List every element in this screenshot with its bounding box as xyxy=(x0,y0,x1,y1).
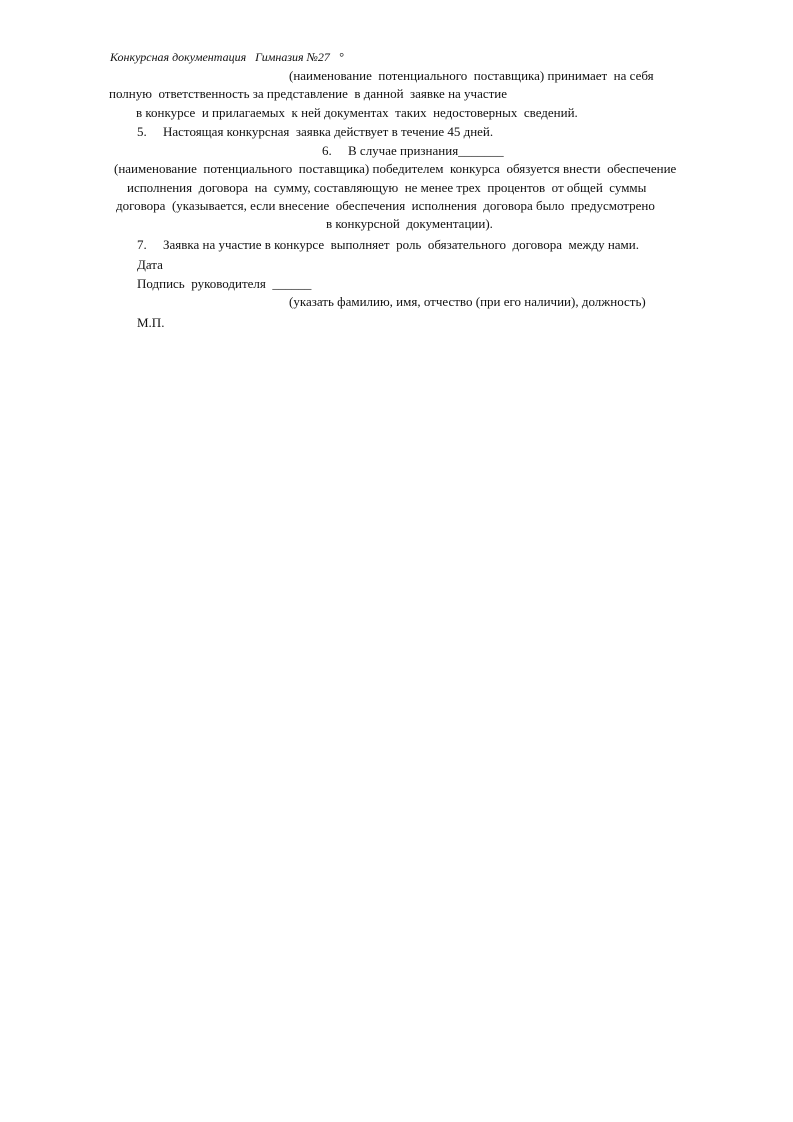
clause-7-number: 7. xyxy=(137,237,147,252)
clause-7 xyxy=(137,237,639,253)
clause-5 xyxy=(137,124,493,140)
document-header: Конкурсная документация Гимназия №27 ° xyxy=(110,50,344,64)
signature-label: Подпись руководителя ______ xyxy=(137,276,312,291)
execution-line: исполнения договора на сумму, составляющую не менее трех процентов от общей суммы xyxy=(127,180,647,195)
docs-line: в конкурсной документации). xyxy=(326,216,493,231)
clause-6 xyxy=(322,143,504,159)
responsibility-line: полную ответственность за представление в данной заявке на участие xyxy=(109,86,508,101)
contract-line: договора (указывается, если внесение обеспечения исполнения договора было предусмотрено xyxy=(116,198,655,213)
clause-6-number: 6. xyxy=(322,143,332,158)
clause-7-text: Заявка на участие в конкурсе выполняет роль обязательного договора между нами. xyxy=(163,237,639,252)
competition-line: в конкурсе и прилагаемых к ней документах таких недостоверных сведений. xyxy=(136,105,578,120)
supplier-winner-line: (наименование потенциального поставщика) победителем конкурса обязуется внести обеспечение xyxy=(114,161,677,176)
clause-5-text: Настоящая конкурсная заявка действует в течение 45 дней. xyxy=(163,124,494,139)
signature-caption: (указать фамилию, имя, отчество (при его наличии), должность) xyxy=(289,294,646,309)
clause-5-number: 5. xyxy=(137,124,147,139)
stamp-label: М.П. xyxy=(137,315,165,330)
date-label: Дата xyxy=(137,257,163,272)
supplier-name-caption: (наименование потенциального поставщика) принимает на себя xyxy=(289,68,654,83)
clause-6-text: В случае признания_______ xyxy=(348,143,504,158)
